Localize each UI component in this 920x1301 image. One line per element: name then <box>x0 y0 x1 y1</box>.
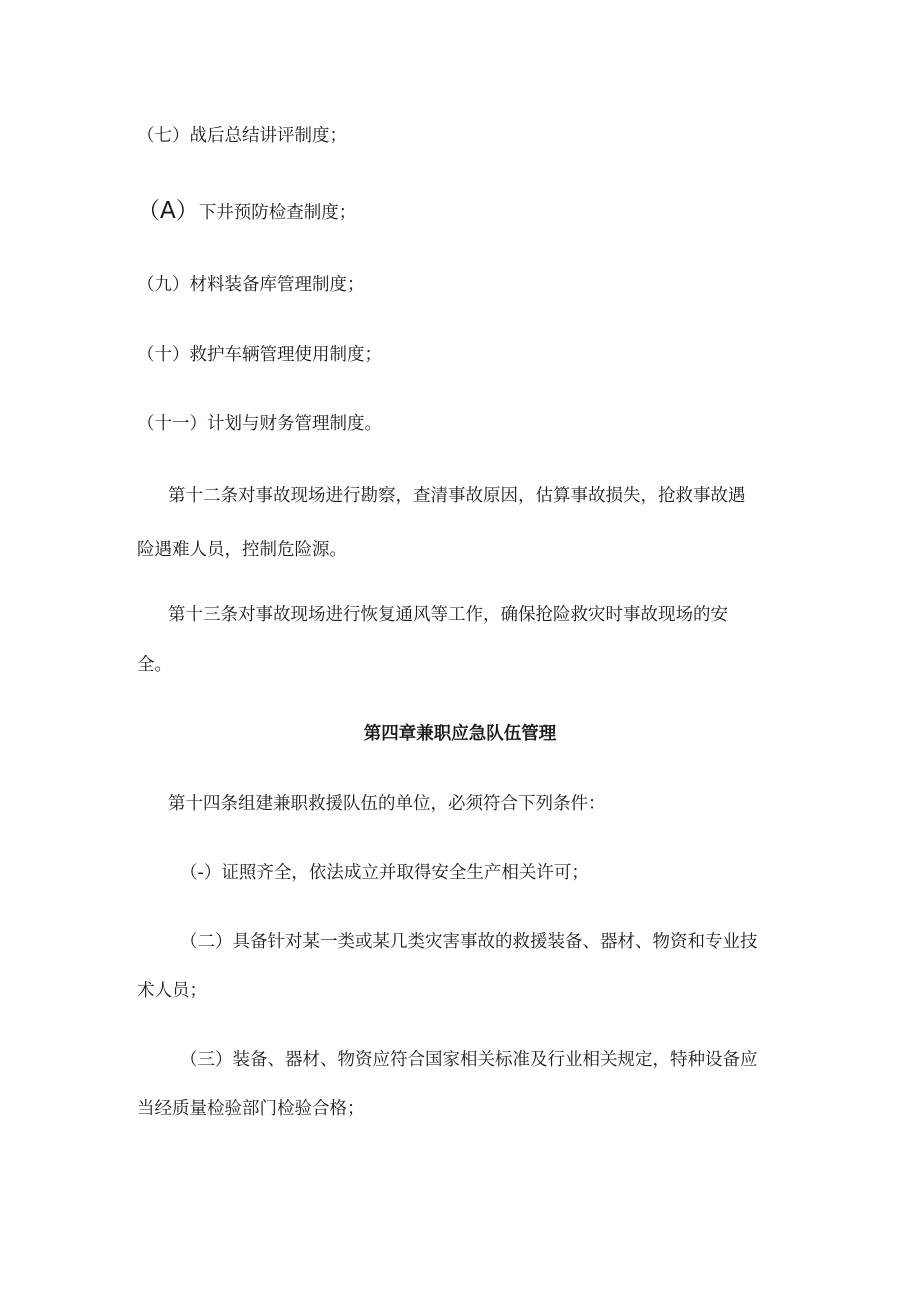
article-14-intro: 第十四条组建兼职救援队伍的单位，必须符合下列条件： <box>168 794 606 814</box>
article-12-line-1: 第十二条对事故现场进行勘察，查清事故原因，估算事故损失，抢救事故遇 <box>168 486 746 506</box>
list-item-10: （十）救护车辆管理使用制度； <box>137 345 382 365</box>
list-item-8 <box>137 198 356 226</box>
list-item-7: （七）战后总结讲评制度； <box>137 126 347 146</box>
chapter-4-heading: 第四章兼职应急队伍管理 <box>363 724 557 744</box>
article-14-condition-2-line-2: 术人员； <box>137 981 207 1001</box>
article-14-condition-2-line-1: （二）具备针对某一类或某几类灾害事故的救援装备、器材、物资和专业技 <box>180 932 758 952</box>
list-item-8-text: 下井预防检查制度； <box>198 203 357 223</box>
article-13-line-1: 第十三条对事故现场进行恢复通风等工作，确保抢险救灾时事故现场的安 <box>168 605 728 625</box>
list-item-8-close-paren: ） <box>175 198 199 224</box>
article-14-condition-1: （-）证照齐全，依法成立并取得安全生产相关许可； <box>180 863 589 883</box>
article-12-line-2: 险遇难人员，控制危险源。 <box>137 540 347 560</box>
list-item-8-letter: A <box>160 198 176 224</box>
list-item-9: （九）材料装备库管理制度； <box>137 275 365 295</box>
article-14-condition-3-line-2: 当经质量检验部门检验合格； <box>137 1099 365 1119</box>
article-14-condition-3-line-1: （三）装备、器材、物资应符合国家相关标准及行业相关规定，特种设备应 <box>180 1050 758 1070</box>
article-13-line-2: 全。 <box>137 655 172 675</box>
list-item-8-open-paren: （ <box>137 198 160 224</box>
list-item-11: （十一）计划与财务管理制度。 <box>137 414 382 434</box>
